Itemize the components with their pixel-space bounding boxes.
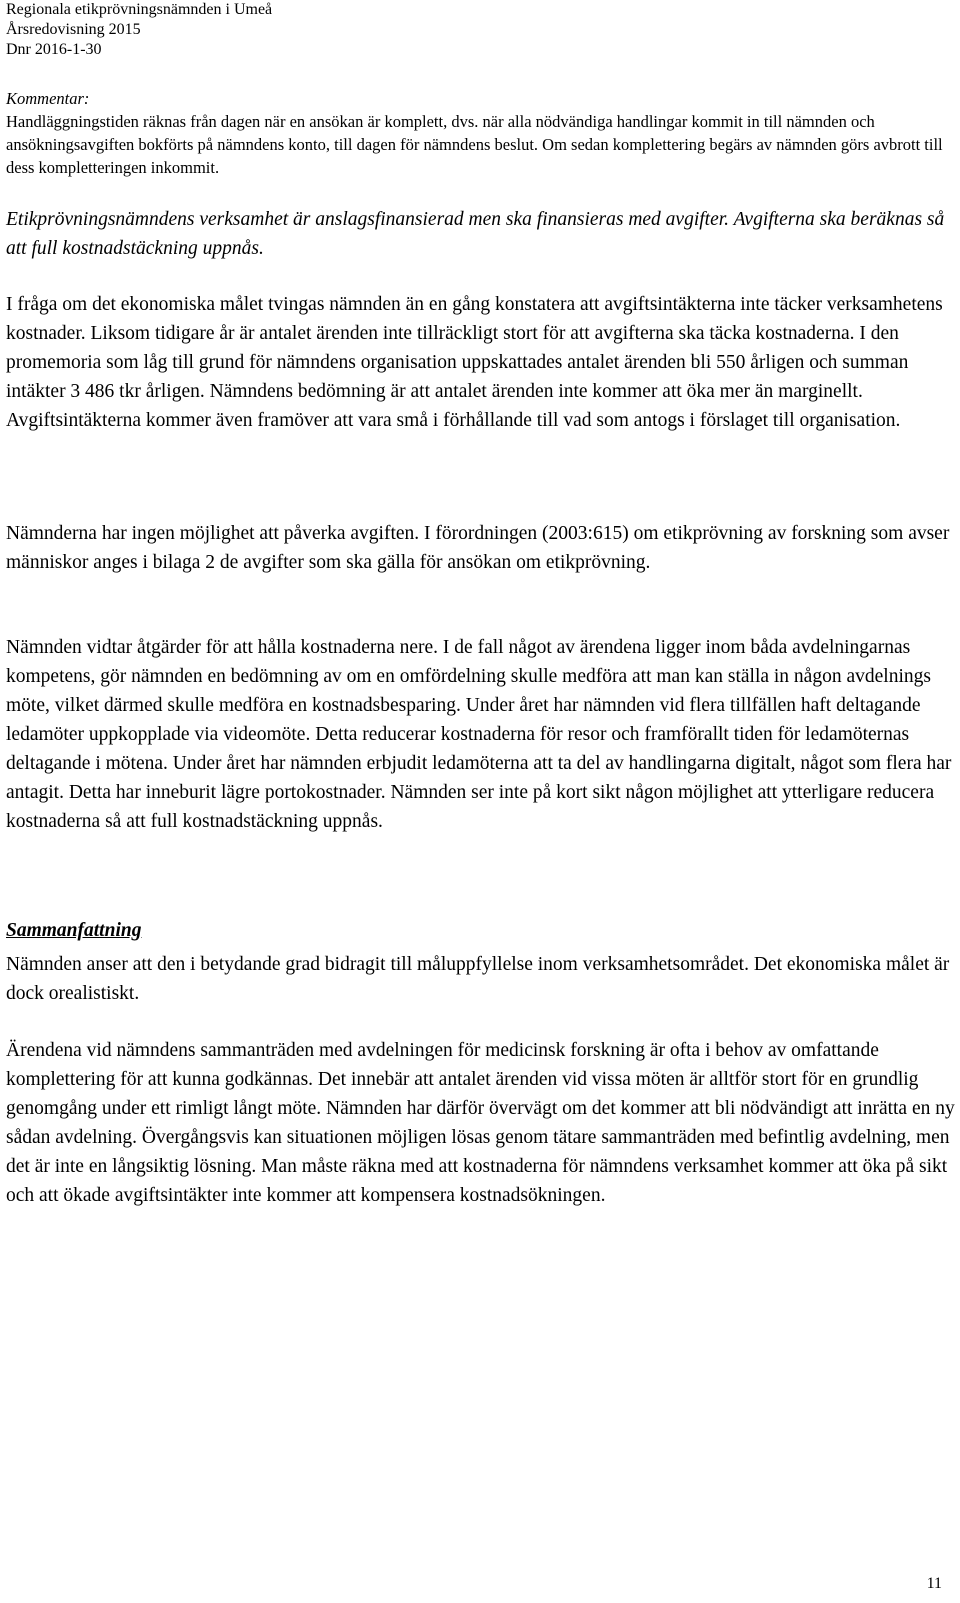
summary-paragraph-2: Ärendena vid nämndens sammanträden med avdelningen för medicinsk forskning är ofta i behov av omfattande komplettering för att kunna godkännas. Det innebär att antalet ärenden vid vissa möten är alltför stort för en grundlig genomgång under ett rimligt långt möte. Nämnden har därför övervägt om det kommer att bli nödvändigt att inrätta en ny sådan avdelning. Övergångsvis kan situationen möjligen lösas genom tätare sammanträden med befintlig avdelning, men det är inte en långsiktig lösning. Man måste räkna med att kostnaderna för nämndens verksamhet kommer att öka på sikt och att ökade avgiftsintäkter inte kommer att kompensera kostnadsökningen. bbox=[6, 1040, 955, 1206]
organization-name: Regionala etikprövningsnämnden i Umeå bbox=[6, 1, 273, 18]
comment-text: Handläggningstiden räknas från dagen när en ansökan är komplett, dvs. när alla nödvändiga handlingar kommit in till nämnden och ansökningsavgiften bokförts på nämndens konto, till dagen för nämndens beslut. Om sedan komplettering begärs av nämnden görs avbrott till dess kompletteringen inkommit. bbox=[6, 112, 943, 177]
summary-heading: Sammanfattning bbox=[6, 920, 142, 941]
document-header bbox=[6, 0, 272, 60]
paragraph-fees: Nämnderna har ingen möjlighet att påverka avgiften. I förordningen (2003:615) om etikprövning av forskning som avser människor anges i bilaga 2 de avgifter som ska gälla för ansökan om etikprövning. bbox=[6, 523, 950, 573]
paragraph-cost-measures: Nämnden vidtar åtgärder för att hålla kostnaderna nere. I de fall något av ärendena ligger inom båda avdelningarnas kompetens, gör nämnden en bedömning av om en omfördelning skulle medföra att man kan ställa in någon avdelnings möte, vilket därmed skulle medföra en kostnadsbesparing. Under året har nämnden vid flera tillfällen haft deltagande ledamöter uppkopplade via videomöte. Detta reducerar kostnaderna för resor och framförallt tiden för ledamöternas deltagande i mötena. Under året har nämnden erbjudit ledamöterna att ta del av handlingarna digitalt, något som flera har antagit. Detta har inneburit lägre portokostnader. Nämnden ser inte på kort sikt någon möjlighet att ytterligare reducera kostnaderna så att full kostnadstäckning uppnås. bbox=[6, 637, 952, 832]
reference-number: Dnr 2016-1-30 bbox=[6, 41, 102, 58]
paragraph-economic-goal: I fråga om det ekonomiska målet tvingas nämnden än en gång konstatera att avgiftsintäkterna inte täcker verksamhetens kostnader. Liksom tidigare år är antalet ärenden inte tillräckligt stort för att avgifterna ska täcka kostnaderna. I den promemoria som låg till grund för nämndens organisation uppskattades antalet ärenden bli 550 årligen och summan intäkter 3 486 tkr årligen. Nämndens bedömning är att antalet ärenden inte kommer att öka mer än marginellt. Avgiftsintäkterna kommer även framöver att vara små i förhållande till vad som antogs i förslaget till organisation. bbox=[6, 294, 943, 431]
summary-paragraph-1: Nämnden anser att den i betydande grad bidragit till måluppfyllelse inom verksamhetsområdet. Det ekonomiska målet är dock orealistiskt. bbox=[6, 954, 950, 1004]
comment-block bbox=[6, 87, 954, 179]
report-title: Årsredovisning 2015 bbox=[6, 21, 141, 38]
page-number: 11 bbox=[926, 1575, 942, 1592]
goal-statement: Etikprövningsnämndens verksamhet är anslagsfinansierad men ska finansieras med avgifter. Avgifterna ska beräknas så att full kostnadstäckning uppnås. bbox=[6, 209, 945, 259]
comment-label: Kommentar: bbox=[6, 89, 90, 108]
